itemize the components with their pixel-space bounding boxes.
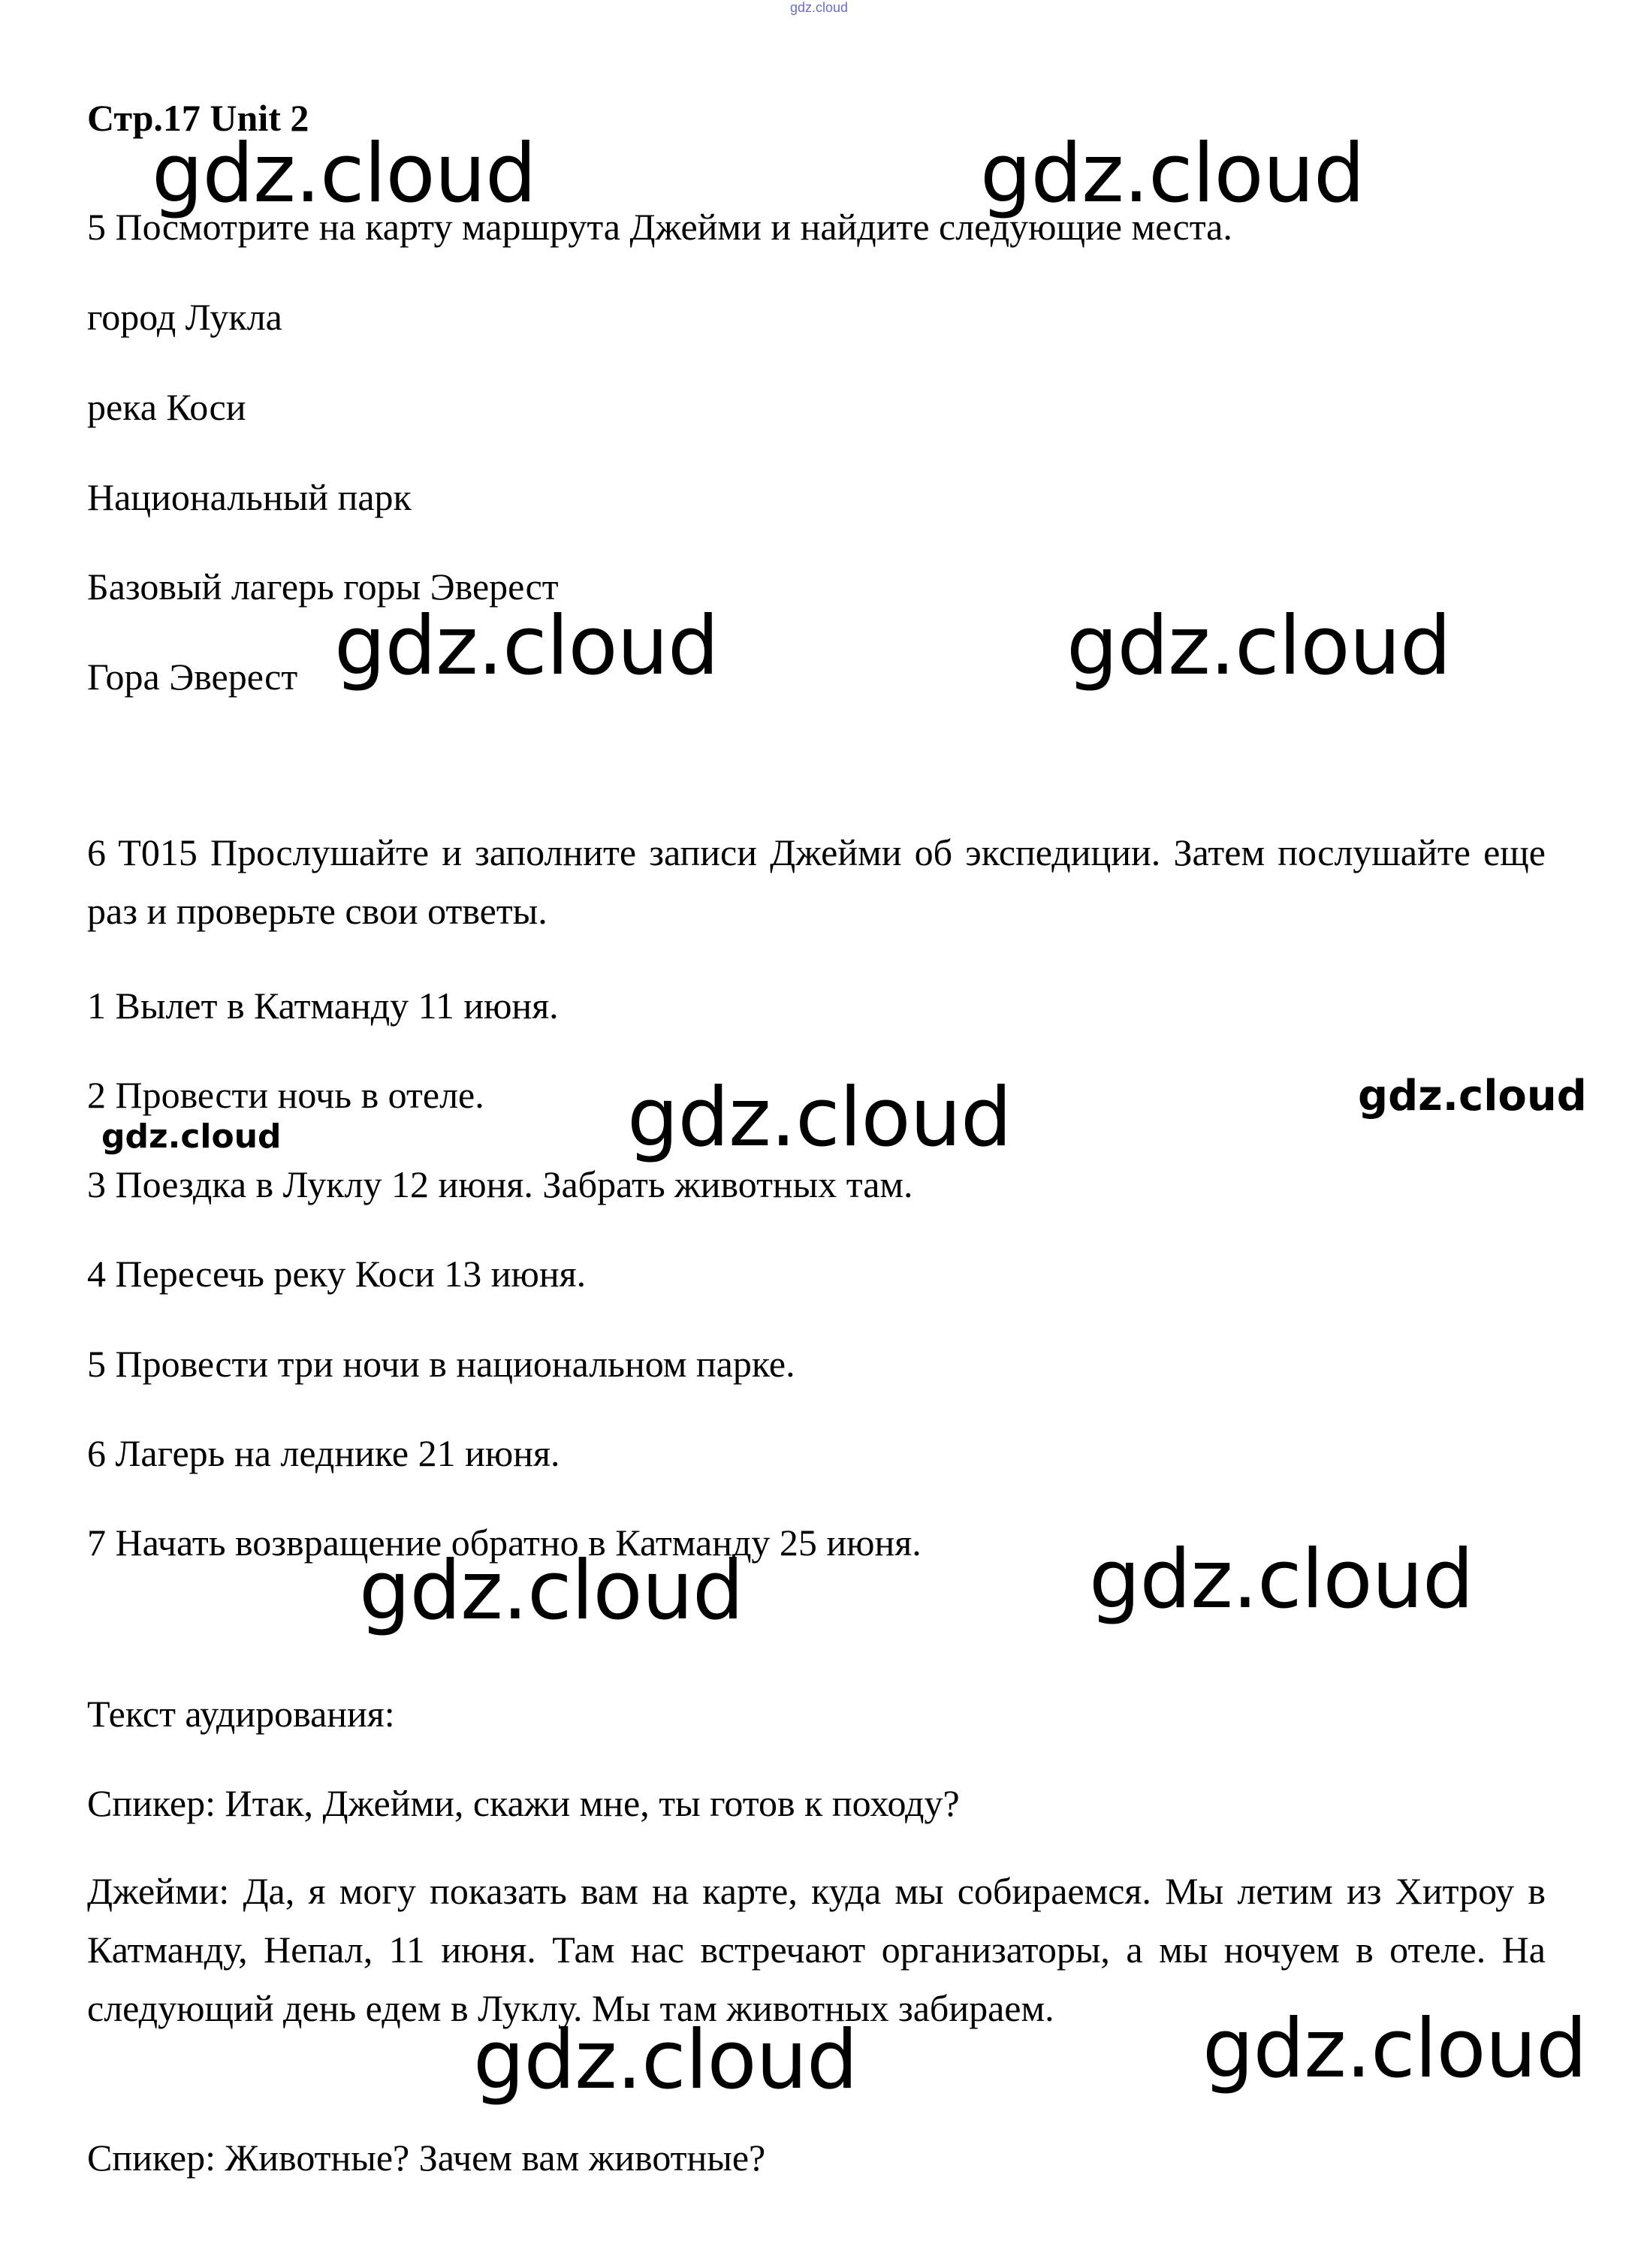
- watermark: gdz.cloud: [980, 127, 1365, 221]
- transcript-heading: Текст аудирования:: [87, 1693, 395, 1735]
- watermark: gdz.cloud: [1066, 599, 1451, 693]
- transcript-line-1: Спикер: Итак, Джейми, скажи мне, ты готов к походу?: [87, 1782, 960, 1824]
- task6-item-3: 3 Поездка в Луклу 12 июня. Забрать животных там.: [87, 1163, 913, 1205]
- task5-instruction: 5 Посмотрите на карту маршрута Джейми и найдите следующие места.: [87, 206, 1232, 248]
- header-watermark: gdz.cloud: [790, 0, 849, 15]
- watermark: gdz.cloud: [334, 599, 719, 693]
- task5-place-5: Гора Эверест: [87, 656, 298, 698]
- task5-place-1: город Лукла: [87, 296, 282, 338]
- task6-item-6: 6 Лагерь на леднике 21 июня.: [87, 1432, 560, 1474]
- task6-item-2: 2 Провести ночь в отеле.: [87, 1074, 484, 1116]
- task5-place-4: Базовый лагерь горы Эверест: [87, 565, 559, 608]
- task6-item-4: 4 Пересечь реку Коси 13 июня.: [87, 1253, 587, 1295]
- watermark: gdz.cloud: [1202, 2002, 1587, 2096]
- transcript-line-2: Джейми: Да, я могу показать вам на карте, куда мы собираемся. Мы летим из Хитроу в Катманду, Непал, 11 июня. Там нас встречают организаторы, а мы ночуем в отеле. На следующий день едем в Луклу. Мы там животных забираем.: [87, 1870, 1546, 2029]
- task6-instruction: 6 T015 Прослушайте и заполните записи Джейми об экспедиции. Затем послушайте еще раз и проверьте свои ответы.: [87, 831, 1546, 932]
- task6-item-7: 7 Начать возвращение обратно в Катманду 25 июня.: [87, 1522, 922, 1564]
- watermark: gdz.cloud: [627, 1071, 1012, 1165]
- task5-place-3: Национальный парк: [87, 476, 412, 518]
- watermark: gdz.cloud: [473, 2013, 858, 2107]
- task6-item-1: 1 Вылет в Катманду 11 июня.: [87, 985, 559, 1027]
- transcript-line-3: Спикер: Животные? Зачем вам животные?: [87, 2137, 766, 2179]
- task6-item-5: 5 Провести три ночи в национальном парке.: [87, 1343, 795, 1385]
- watermark: gdz.cloud: [152, 127, 536, 221]
- watermark: gdz.cloud: [1089, 1533, 1474, 1627]
- page-title: Стр.17 Unit 2: [87, 97, 309, 139]
- watermark: gdz.cloud: [359, 1544, 744, 1638]
- watermark: gdz.cloud: [101, 1117, 282, 1156]
- task5-place-2: река Коси: [87, 386, 246, 428]
- watermark: gdz.cloud: [1358, 1072, 1587, 1120]
